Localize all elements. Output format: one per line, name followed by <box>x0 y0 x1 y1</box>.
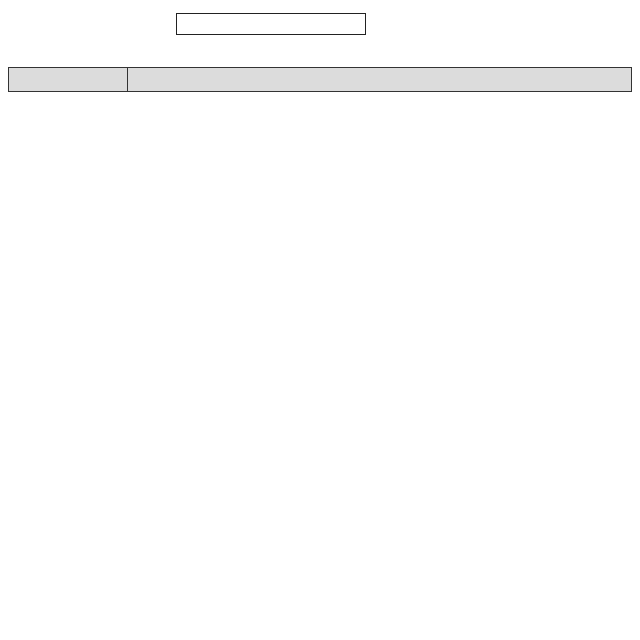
reed-switch-tag <box>176 13 366 35</box>
bore-size-header <box>128 68 632 92</box>
series-header <box>9 68 128 92</box>
operation-range-title <box>52 338 60 361</box>
applicable-table <box>8 67 632 92</box>
